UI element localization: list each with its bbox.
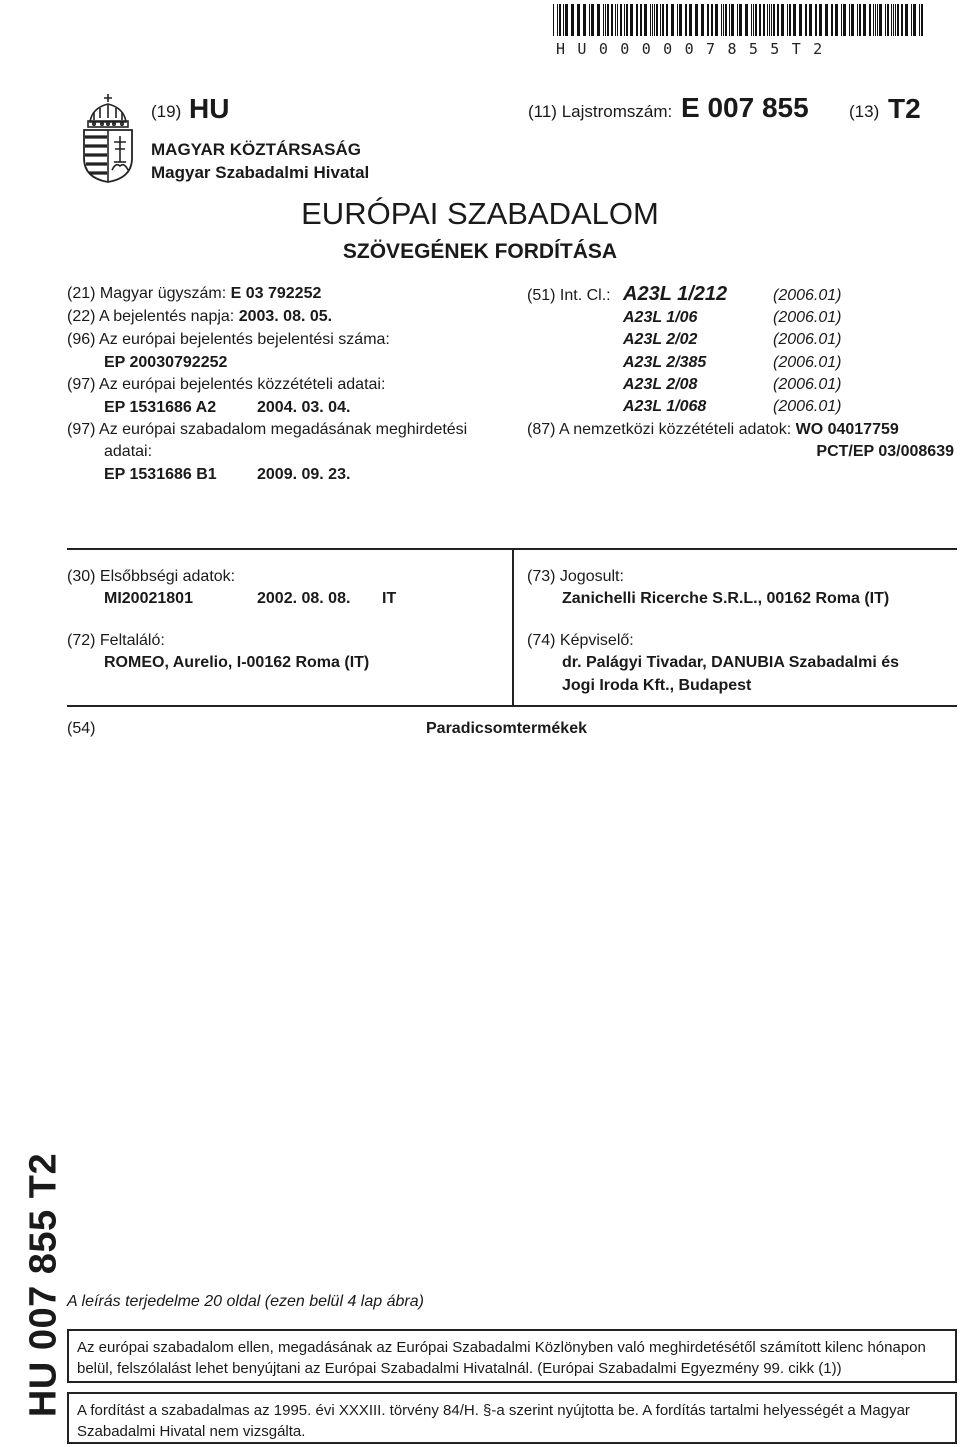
classification-code-5: A23L 2/08 — [623, 376, 698, 393]
barcode-bar — [769, 4, 770, 36]
barcode-bar — [773, 4, 775, 36]
barcode-bar — [721, 4, 722, 36]
barcode-bar — [565, 4, 568, 36]
barcode-bar — [777, 4, 779, 36]
barcode-bar — [654, 4, 655, 36]
translation-notice: A fordítást a szabadalmas az 1995. évi XXXIII. törvény 84/H. §-a szerint nyújtotta be. A fordítás tartalmi helyességét a Magyar Szabadalmi Hivatal nem vizsgálta. — [67, 1392, 957, 1444]
field-13-code: (13) — [849, 102, 880, 121]
barcode-bar — [671, 4, 674, 36]
barcode-bar — [715, 4, 718, 36]
barcode-bar — [913, 4, 916, 36]
barcode-bar — [711, 4, 713, 36]
classification-code-2: A23L 1/06 — [623, 309, 698, 326]
document-subtitle: SZÖVEGÉNEK FORDÍTÁSA — [342, 240, 618, 263]
barcode-bar — [571, 4, 574, 36]
side-publication-number: HU 007 855 T2 — [22, 1152, 65, 1418]
barcode-bar — [640, 4, 642, 36]
parties-divider — [512, 548, 514, 706]
country-name: MAGYAR KÖZTÁRSASÁG — [151, 140, 361, 159]
field-72-inventor: ROMEO, Aurelio, I-00162 Roma (IT) — [104, 654, 370, 671]
opposition-notice: Az európai szabadalom ellen, megadásának az Európai Szabadalmi Közlönyben való meghirdetésétől számított kilenc hónapon belül, felszólalást lehet benyújtani az Európai Szabadalmi Hivatalnál. (Európai Szabadalmi Egyezmény 99. cikk (1)) — [67, 1329, 957, 1383]
barcode-bar — [553, 4, 554, 36]
barcode-bar — [755, 4, 757, 36]
barcode-bar — [895, 4, 896, 36]
barcode-bar — [557, 4, 558, 36]
barcode-bar — [620, 4, 622, 36]
barcode-bar — [563, 4, 564, 36]
field-87-pct-number: PCT/EP 03/008639 — [816, 443, 954, 460]
barcode-bar — [767, 4, 768, 36]
barcode-bar — [873, 4, 874, 36]
barcode-bar — [577, 4, 580, 36]
country-code: HU — [189, 93, 230, 124]
field-74-representative-line1: dr. Palágyi Tivadar, DANUBIA Szabadalmi és — [562, 654, 900, 671]
barcode-bar — [605, 4, 606, 36]
field-87-wo-number: WO 04017759 — [795, 421, 899, 438]
barcode-bar — [729, 4, 730, 36]
field-97a-label: (97) Az európai bejelentés közzétételi adatai: — [67, 376, 386, 393]
barcode-bar — [897, 4, 899, 36]
barcode-bar — [759, 4, 761, 36]
barcode-bar — [921, 4, 923, 36]
hungarian-coat-of-arms-icon — [80, 92, 136, 184]
field-97b-label-line1: (97) Az európai szabadalom megadásának meghirdetési — [67, 421, 468, 438]
barcode-bar — [819, 4, 822, 36]
barcode-bar — [809, 4, 812, 36]
barcode-bar — [875, 4, 876, 36]
barcode-bar — [589, 4, 590, 36]
barcode-bar — [905, 4, 908, 36]
classification-year-4: (2006.01) — [773, 354, 842, 371]
field-87-label: (87) A nemzetközi közzétételi adatok: — [527, 421, 792, 438]
field-30-country: IT — [382, 590, 397, 607]
classification-code-6: A23L 1/068 — [623, 398, 707, 415]
barcode-bar — [707, 4, 709, 36]
barcode-bar — [901, 4, 903, 36]
barcode — [553, 4, 925, 36]
field-30-date: 2002. 08. 08. — [257, 590, 351, 607]
classification-year-5: (2006.01) — [773, 376, 842, 393]
barcode-bar — [859, 4, 861, 36]
barcode-bar — [644, 4, 647, 36]
barcode-bar — [739, 4, 742, 36]
barcode-bar — [825, 4, 828, 36]
parties-bottom-rule — [67, 705, 957, 707]
barcode-bar — [793, 4, 796, 36]
field-21 — [67, 285, 321, 303]
classification-year-3: (2006.01) — [773, 331, 842, 348]
classification-year-1: (2006.01) — [773, 287, 842, 304]
barcode-bar — [626, 4, 628, 36]
barcode-bar — [885, 4, 886, 36]
barcode-text: HU000007855T2 — [556, 40, 835, 58]
field-30-label: (30) Elsőbbségi adatok: — [67, 568, 236, 585]
field-74-label: (74) Képviselő: — [527, 632, 634, 649]
barcode-bar — [919, 4, 920, 36]
field-97a-date: 2004. 03. 04. — [257, 399, 351, 416]
barcode-bar — [815, 4, 817, 36]
barcode-bar — [611, 4, 613, 36]
field-21-value: E 03 792252 — [230, 285, 322, 302]
barcode-bar — [781, 4, 784, 36]
classification-code-4: A23L 2/385 — [623, 354, 707, 371]
barcode-bar — [731, 4, 734, 36]
barcode-bar — [695, 4, 698, 36]
field-54-code: (54) — [67, 720, 96, 737]
field-97b-label-line2: adatai: — [104, 443, 153, 460]
classification-year-6: (2006.01) — [773, 398, 842, 415]
classification-year-2: (2006.01) — [773, 309, 842, 326]
field-74-representative-line2 — [562, 677, 751, 695]
barcode-bar — [771, 4, 772, 36]
barcode-bar — [685, 4, 687, 36]
barcode-bar — [911, 4, 912, 36]
barcode-bar — [879, 4, 882, 36]
barcode-bar — [849, 4, 850, 36]
field-51-label: (51) Int. Cl.: — [527, 287, 611, 304]
barcode-bar — [843, 4, 846, 36]
barcode-bar — [851, 4, 854, 36]
barcode-bar — [666, 4, 668, 36]
barcode-bar — [630, 4, 633, 36]
field-96-label: (96) Az európai bejelentés bejelentési száma: — [67, 331, 390, 348]
field-11-label: (11) Lajstromszám: — [528, 102, 673, 121]
invention-title: Paradicsomtermékek — [426, 720, 587, 737]
barcode-bar — [583, 4, 586, 36]
barcode-bar — [877, 4, 878, 36]
barcode-bar — [624, 4, 625, 36]
barcode-bar — [701, 4, 704, 36]
office-name: Magyar Szabadalmi Hivatal — [151, 163, 370, 182]
barcode-bar — [723, 4, 724, 36]
barcode-bar — [617, 4, 618, 36]
field-97a-number: EP 1531686 A2 — [104, 399, 217, 416]
field-73-proprietor: Zanichelli Ricerche S.R.L., 00162 Roma (IT) — [562, 590, 890, 607]
barcode-bar — [662, 4, 664, 36]
barcode-bar — [737, 4, 738, 36]
barcode-bar — [805, 4, 807, 36]
field-74-city: , Budapest — [669, 677, 752, 694]
barcode-bar — [725, 4, 727, 36]
barcode-bar — [660, 4, 661, 36]
barcode-bar — [603, 4, 604, 36]
barcode-bar — [615, 4, 616, 36]
field-97b-number: EP 1531686 B1 — [104, 466, 217, 483]
barcode-bar — [891, 4, 892, 36]
description-extent: A leírás terjedelme 20 oldal (ezen belül 4 lap ábra) — [67, 1293, 424, 1310]
barcode-bar — [679, 4, 682, 36]
barcode-bar — [753, 4, 754, 36]
barcode-bar — [636, 4, 638, 36]
registration-number: E 007 855 — [681, 92, 809, 123]
field-96-value: EP 20030792252 — [104, 354, 228, 371]
barcode-bar — [887, 4, 889, 36]
barcode-bar — [652, 4, 653, 36]
barcode-bar — [607, 4, 609, 36]
field-72-label: (72) Feltaláló: — [67, 632, 165, 649]
barcode-bar — [650, 4, 651, 36]
barcode-bar — [559, 4, 561, 36]
field-22-label: (22) A bejelentés napja: — [67, 308, 235, 325]
field-22 — [67, 308, 332, 326]
barcode-bar — [799, 4, 802, 36]
barcode-bar — [787, 4, 788, 36]
barcode-bar — [789, 4, 791, 36]
barcode-bar — [763, 4, 765, 36]
field-22-value: 2003. 08. 05. — [238, 308, 333, 325]
field-73-label: (73) Jogosult: — [527, 568, 624, 585]
document-title: EURÓPAI SZABADALOM — [301, 196, 659, 231]
barcode-bar — [689, 4, 692, 36]
field-30-number: MI20021801 — [104, 590, 193, 607]
classification-code-3: A23L 2/02 — [623, 331, 698, 348]
barcode-bar — [597, 4, 600, 36]
barcode-bar — [869, 4, 871, 36]
kind-code: T2 — [888, 93, 921, 124]
barcode-bar — [591, 4, 594, 36]
barcode-bar — [857, 4, 858, 36]
field-21-label: (21) Magyar ügyszám: — [67, 285, 227, 302]
barcode-bar — [656, 4, 658, 36]
field-97b-date: 2009. 09. 23. — [257, 466, 351, 483]
barcode-bar — [893, 4, 894, 36]
barcode-bar — [751, 4, 752, 36]
barcode-bar — [831, 4, 833, 36]
barcode-bar — [863, 4, 866, 36]
field-19-code: (19) — [151, 102, 182, 121]
barcode-bar — [841, 4, 842, 36]
field-87 — [527, 421, 899, 439]
classification-code-1: A23L 1/212 — [623, 283, 728, 305]
barcode-bar — [677, 4, 678, 36]
field-74-firm: Jogi Iroda Kft. — [562, 677, 670, 694]
barcode-bar — [835, 4, 838, 36]
barcode-bar — [745, 4, 748, 36]
